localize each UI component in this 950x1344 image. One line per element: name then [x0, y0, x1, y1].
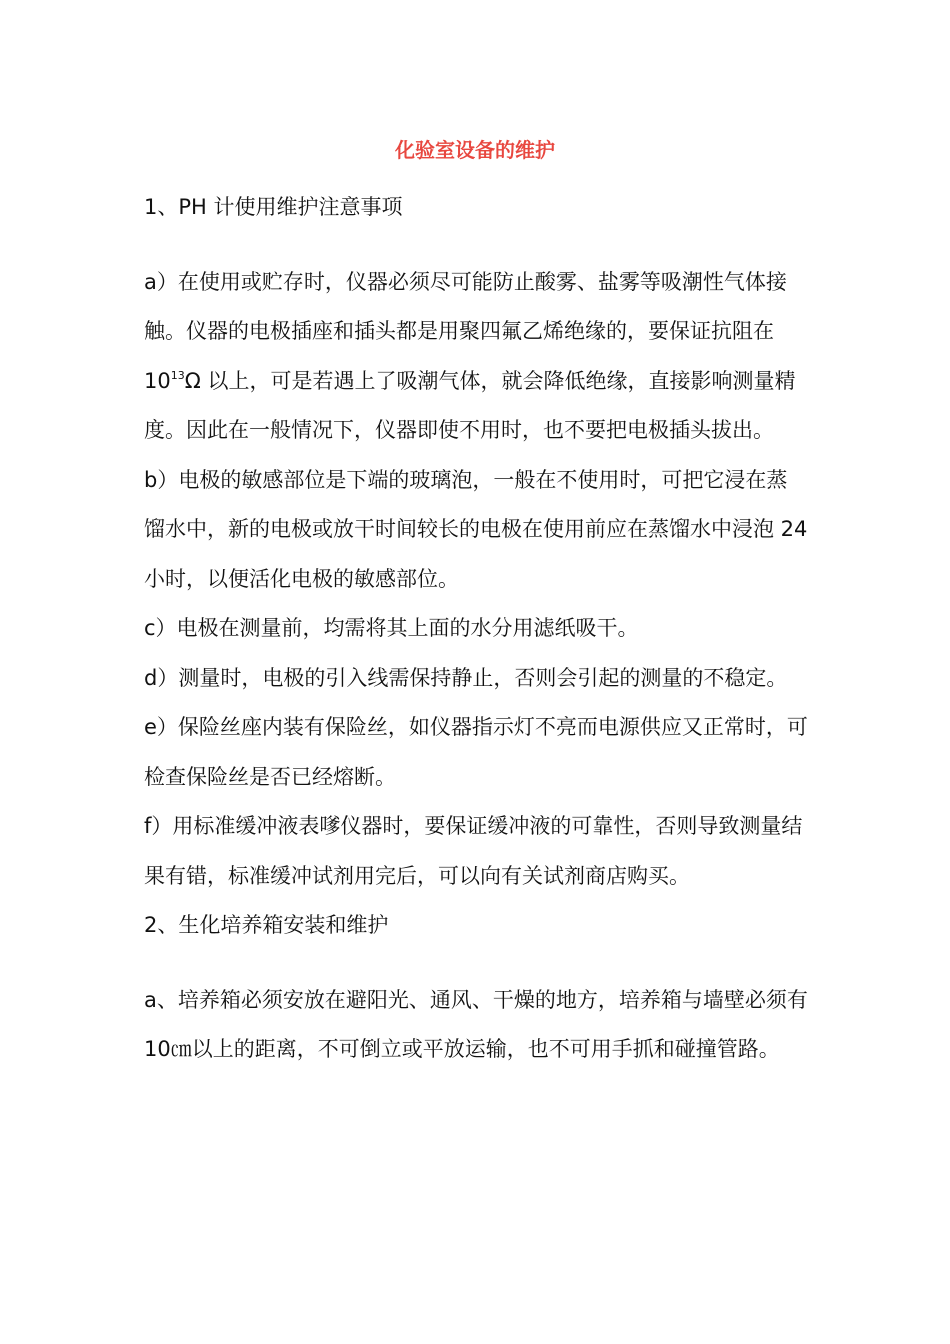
- exponent: 13: [170, 368, 185, 382]
- section-1-paragraph-b: b）电极的敏感部位是下端的玻璃泡，一般在不使用时，可把它浸在蒸馏水中，新的电极或放干时间较长的电极在使用前应在蒸馏水中浸泡 24 小时，以便活化电极的敏感部位。: [144, 467, 808, 591]
- para-a-text-end: Ω 以上，可是若遇上了吸潮气体，就会降低绝缘，直接影响测量精度。因此在一般情况下，仪器即使不用时，也不要把电极插头拔出。: [144, 368, 796, 442]
- document-title: 化验室设备的维护: [395, 138, 555, 162]
- section-1-paragraph-a: [144, 258, 808, 456]
- section-1-paragraph-d: d）测量时，电极的引入线需保持静止，否则会引起的测量的不稳定。: [144, 665, 788, 690]
- section-2-paragraph-a: a、培养箱必须安放在避阳光、通风、干燥的地方，培养箱与墙壁必须有 10㎝以上的距离，不可倒立或平放运输，也不可用手抓和碰撞管路。: [144, 987, 808, 1061]
- section-1-paragraph-e: e）保险丝座内装有保险丝，如仪器指示灯不亮而电源供应又正常时，可检查保险丝是否已经熔断。: [144, 715, 808, 789]
- section-1-paragraph-c: c）电极在测量前，均需将其上面的水分用滤纸吸干。: [144, 616, 639, 640]
- section-1-heading: 1、PH 计使用维护注意事项: [144, 195, 403, 219]
- section-1-paragraph-f: f）用标准缓冲液表嗲仪器时，要保证缓冲液的可靠性，否则导致测量结果有错，标准缓冲试剂用完后，可以向有关试剂商店购买。: [144, 814, 803, 888]
- para-a-text-start: a）在使用或贮存时，仪器必须尽可能防止酸雾、盐雾等吸潮性气体接触。仪器的电极插座和插头都是用聚四氟乙烯绝缘的，要保证抗阻在 10: [144, 269, 787, 393]
- section-2-heading: 2、生化培养箱安装和维护: [144, 913, 389, 937]
- document-body: [144, 183, 808, 1075]
